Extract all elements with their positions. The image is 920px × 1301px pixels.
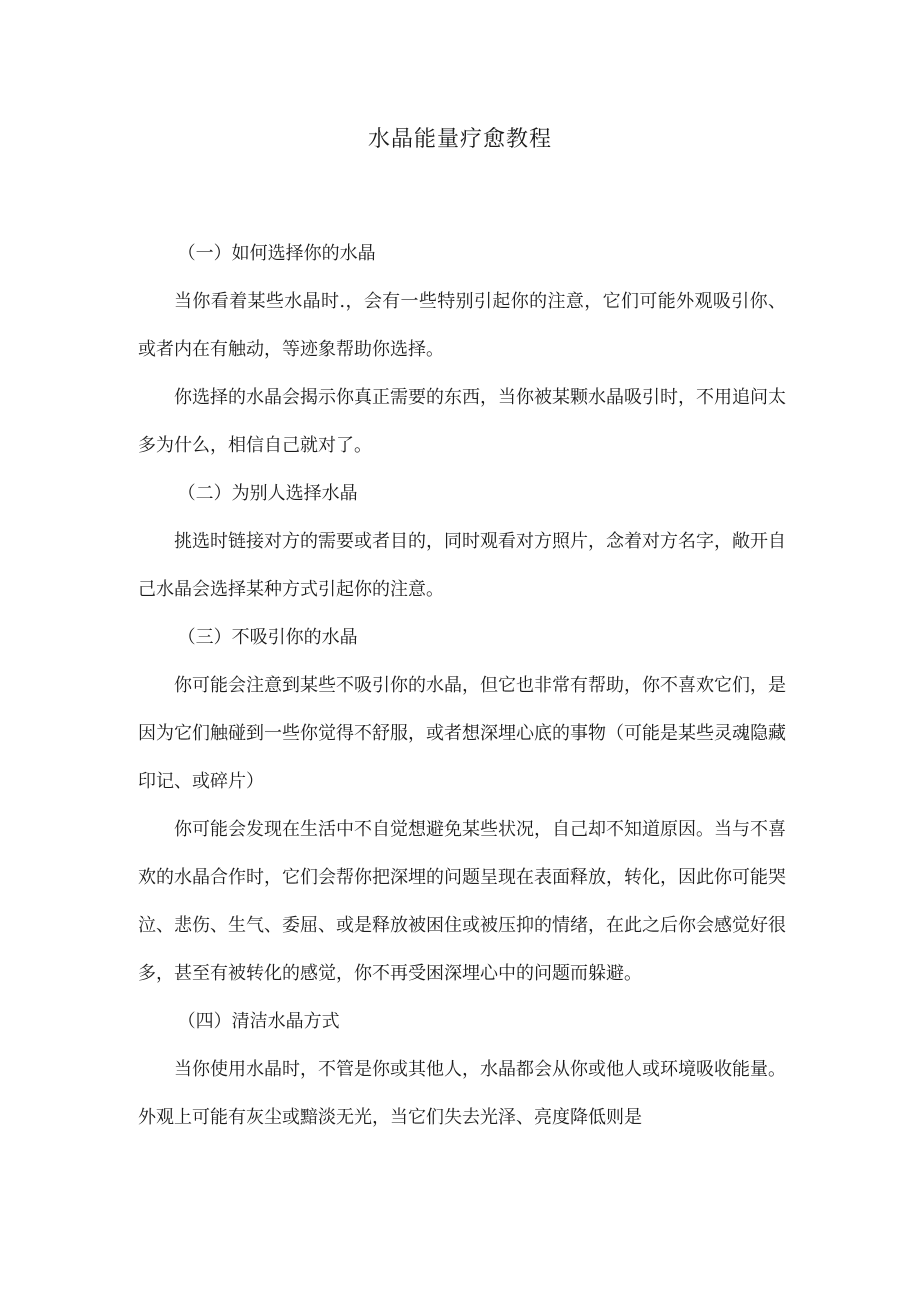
document-body xyxy=(138,230,786,1142)
paragraph: 你可能会注意到某些不吸引你的水晶，但它也非常有帮助，你不喜欢它们，是因为它们触碰到一些你觉得不舒服，或者想深埋心底的事物（可能是某些灵魂隐藏印记、或碎片） xyxy=(138,675,786,792)
paragraph: 挑选时链接对方的需要或者目的，同时观看对方照片，念着对方名字，敞开自己水晶会选择某种方式引起你的注意。 xyxy=(138,531,786,600)
paragraph: 当你看着某些水晶时.，会有一些特别引起你的注意，它们可能外观吸引你、或者内在有触动，等迹象帮助你选择。 xyxy=(138,291,786,360)
document-title: 水晶能量疗愈教程 xyxy=(367,127,552,152)
section-heading: （一）如何选择你的水晶 xyxy=(177,243,376,264)
section-heading: （二）为别人选择水晶 xyxy=(177,483,358,504)
paragraph: 当你使用水晶时，不管是你或其他人，水晶都会从你或他人或环境吸收能量。外观上可能有灰尘或黯淡无光，当它们失去光泽、亮度降低则是 xyxy=(138,1059,786,1128)
paragraph: 你选择的水晶会揭示你真正需要的东西，当你被某颗水晶吸引时，不用追问太多为什么，相信自己就对了。 xyxy=(138,387,786,456)
paragraph: 你可能会发现在生活中不自觉想避免某些状况，自己却不知道原因。当与不喜欢的水晶合作时，它们会帮你把深埋的问题呈现在表面释放，转化，因此你可能哭泣、悲伤、生气、委屈、或是释放被困住或被压抑的情绪，在此之后你会感觉好很多，甚至有被转化的感觉，你不再受困深埋心中的问题而躲避。 xyxy=(138,819,786,984)
section-heading: （四）清洁水晶方式 xyxy=(177,1011,340,1032)
section-heading: （三）不吸引你的水晶 xyxy=(177,627,358,648)
